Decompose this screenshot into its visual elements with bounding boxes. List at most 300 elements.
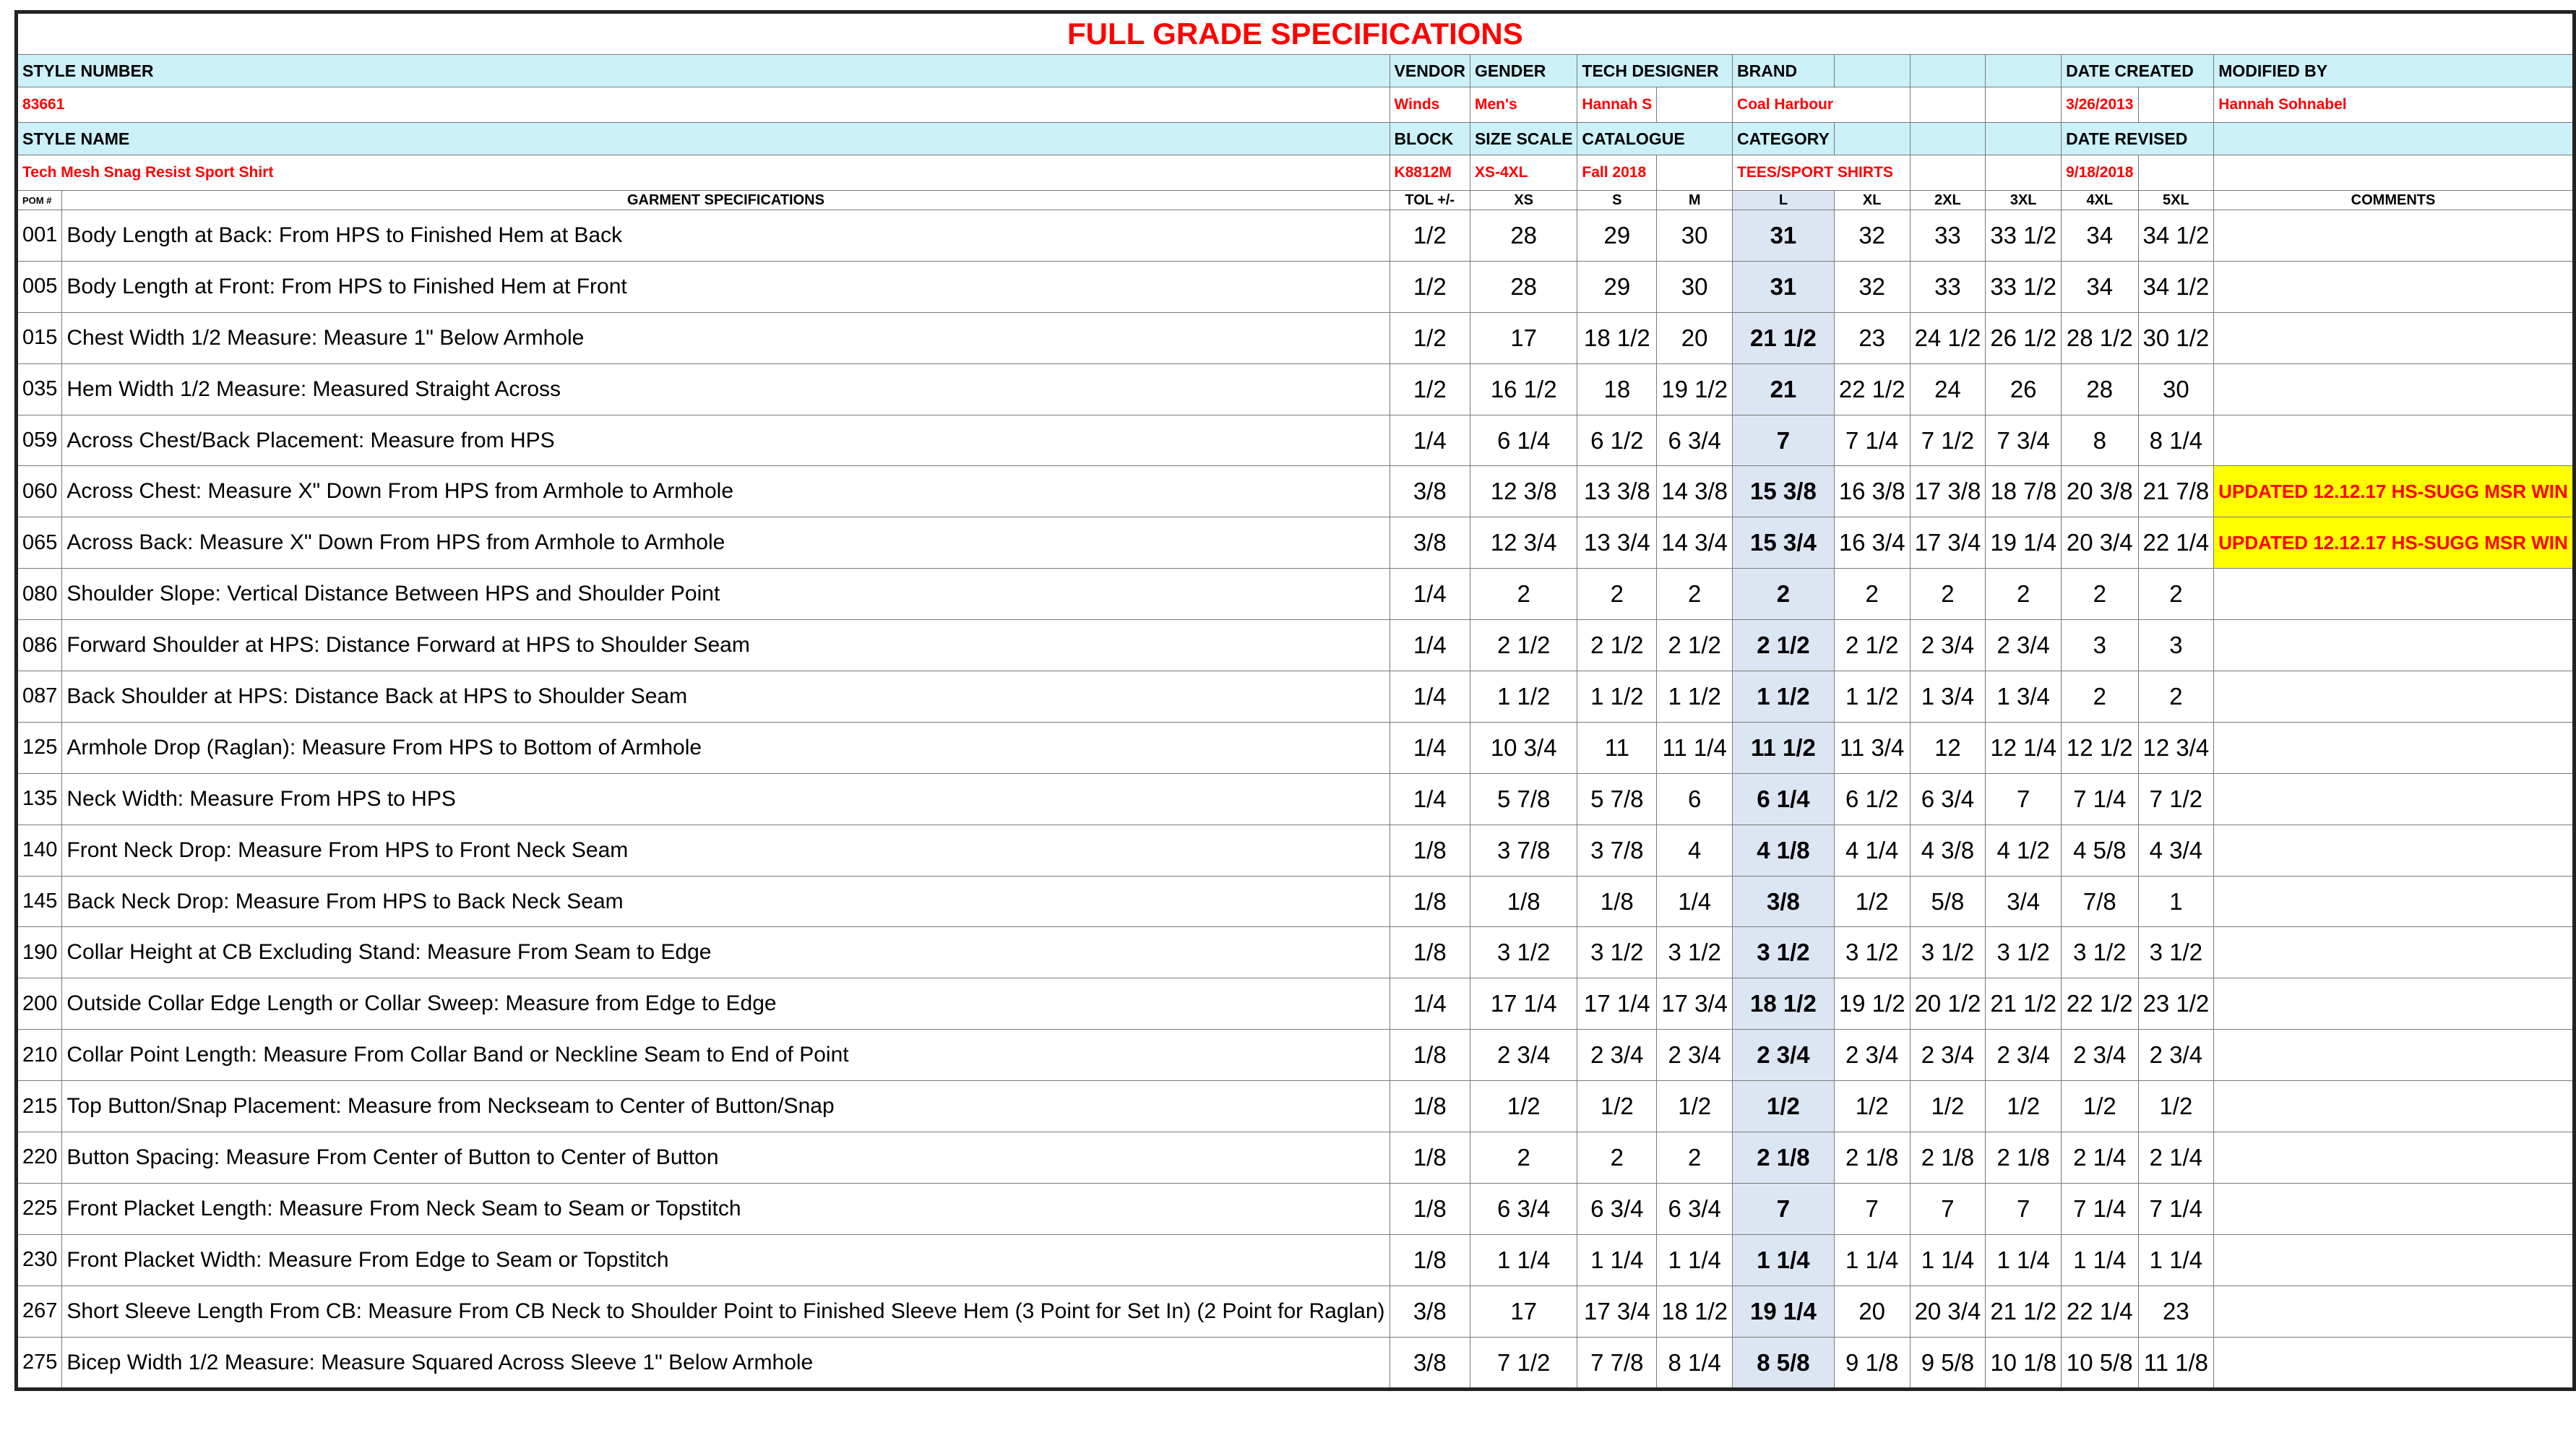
spec-description-cell[interactable]: Shoulder Slope: Vertical Distance Between HPS and Shoulder Point [62,569,1390,620]
size-value-cell[interactable]: 2 [2138,671,2214,723]
size-value-cell[interactable]: 5 7/8 [1577,773,1657,824]
size-value-cell[interactable]: 8 1/4 [2138,415,2214,466]
spec-description-cell[interactable]: Hem Width 1/2 Measure: Measured Straight Across [62,363,1390,415]
comment-cell[interactable] [2214,773,2575,824]
size-value-cell[interactable]: 2 1/2 [1657,620,1733,671]
size-value-cell[interactable]: 2 1/4 [2138,1132,2214,1184]
size-value-cell[interactable]: 28 [2062,363,2138,415]
size-value-cell[interactable]: 14 3/8 [1657,466,1733,517]
size-value-cell[interactable]: 22 1/2 [1834,363,1910,415]
size-value-cell[interactable]: 3 1/2 [2062,927,2138,978]
spec-description-cell[interactable]: Collar Height at CB Excluding Stand: Measure From Seam to Edge [62,927,1390,978]
size-value-cell[interactable]: 1 3/4 [1986,671,2062,723]
pom-number-cell[interactable]: 215 [17,1081,62,1132]
size-value-cell[interactable]: 2 1/4 [2062,1132,2138,1184]
tolerance-cell[interactable]: 1/4 [1390,978,1470,1030]
size-value-cell[interactable]: 18 1/2 [1577,312,1657,363]
size-value-cell[interactable]: 11 1/4 [1657,722,1733,773]
comment-cell[interactable] [2214,722,2575,773]
size-value-cell[interactable]: 6 3/4 [1470,1183,1577,1234]
size-value-cell[interactable]: 2 [1834,569,1910,620]
spec-description-cell[interactable]: Neck Width: Measure From HPS to HPS [62,773,1390,824]
pom-number-cell[interactable]: 060 [17,466,62,517]
category-value[interactable]: TEES/SPORT SHIRTS [1733,155,1911,191]
comment-cell[interactable]: UPDATED 12.12.17 HS-SUGG MSR WIN [2214,466,2575,517]
size-value-cell[interactable]: 1 1/4 [1657,1234,1733,1286]
size-value-cell[interactable]: 6 3/4 [1577,1183,1657,1234]
size-value-cell[interactable]: 34 1/2 [2138,261,2214,312]
size-value-cell[interactable]: 3 1/2 [1733,927,1835,978]
pom-number-cell[interactable]: 035 [17,363,62,415]
size-value-cell[interactable]: 21 1/2 [1986,1286,2062,1337]
comment-cell[interactable] [2214,620,2575,671]
size-value-cell[interactable]: 12 3/4 [1470,517,1577,569]
style-name-value[interactable]: Tech Mesh Snag Resist Sport Shirt [17,155,1390,191]
size-value-cell[interactable]: 6 1/4 [1733,773,1835,824]
size-value-cell[interactable]: 4 1/8 [1733,824,1835,876]
size-value-cell[interactable]: 2 [1470,1132,1577,1184]
size-value-cell[interactable]: 3/4 [1986,876,2062,927]
size-value-cell[interactable]: 4 3/8 [1910,824,1986,876]
spec-description-cell[interactable]: Short Sleeve Length From CB: Measure From CB Neck to Shoulder Point to Finished Sleeve Hem (3 Point for Set In) (2 Point for Raglan) [62,1286,1390,1337]
pom-number-cell[interactable]: 059 [17,415,62,466]
size-value-cell[interactable]: 30 [1657,210,1733,262]
empty-cell[interactable] [1657,155,1733,191]
size-value-cell[interactable]: 16 3/8 [1834,466,1910,517]
size-value-cell[interactable]: 33 [1910,210,1986,262]
pom-number-cell[interactable]: 145 [17,876,62,927]
size-value-cell[interactable]: 1 1/4 [1733,1234,1835,1286]
size-value-cell[interactable]: 2 1/2 [1470,620,1577,671]
comment-cell[interactable] [2214,978,2575,1030]
size-value-cell[interactable]: 1 1/2 [1470,671,1577,723]
size-value-cell[interactable]: 2 [2062,569,2138,620]
size-value-cell[interactable]: 32 [1834,210,1910,262]
date-created-value[interactable]: 3/26/2013 [2062,87,2138,123]
spec-description-cell[interactable]: Back Shoulder at HPS: Distance Back at HPS to Shoulder Seam [62,671,1390,723]
size-value-cell[interactable]: 34 1/2 [2138,210,2214,262]
size-value-cell[interactable]: 1 [2138,876,2214,927]
comment-cell[interactable] [2214,210,2575,262]
empty-cell[interactable] [2138,155,2214,191]
empty-cell[interactable] [1657,87,1733,123]
size-value-cell[interactable]: 19 1/2 [1657,363,1733,415]
size-value-cell[interactable]: 4 1/2 [1986,824,2062,876]
size-value-cell[interactable]: 9 1/8 [1834,1337,1910,1390]
size-value-cell[interactable]: 15 3/4 [1733,517,1835,569]
size-value-cell[interactable]: 32 [1834,261,1910,312]
tolerance-cell[interactable]: 1/2 [1390,363,1470,415]
size-value-cell[interactable]: 33 1/2 [1986,261,2062,312]
size-value-cell[interactable]: 7 1/2 [2138,773,2214,824]
size-value-cell[interactable]: 7 3/4 [1986,415,2062,466]
size-value-cell[interactable]: 21 7/8 [2138,466,2214,517]
pom-number-cell[interactable]: 001 [17,210,62,262]
size-value-cell[interactable]: 7/8 [2062,876,2138,927]
size-value-cell[interactable]: 12 3/8 [1470,466,1577,517]
size-value-cell[interactable]: 1/2 [1657,1081,1733,1132]
size-value-cell[interactable]: 20 3/8 [2062,466,2138,517]
size-value-cell[interactable]: 17 [1470,312,1577,363]
size-value-cell[interactable]: 13 3/8 [1577,466,1657,517]
spec-description-cell[interactable]: Across Chest: Measure X" Down From HPS from Armhole to Armhole [62,466,1390,517]
size-value-cell[interactable]: 2 1/8 [1910,1132,1986,1184]
size-value-cell[interactable]: 24 [1910,363,1986,415]
size-value-cell[interactable]: 18 7/8 [1986,466,2062,517]
tolerance-cell[interactable]: 3/8 [1390,517,1470,569]
tech-designer-value[interactable]: Hannah S [1577,87,1657,123]
size-value-cell[interactable]: 1 1/4 [1470,1234,1577,1286]
size-value-cell[interactable]: 1/8 [1470,876,1577,927]
size-value-cell[interactable]: 3 [2138,620,2214,671]
tolerance-cell[interactable]: 1/8 [1390,1081,1470,1132]
size-value-cell[interactable]: 1/2 [1834,876,1910,927]
size-value-cell[interactable]: 17 1/4 [1470,978,1577,1030]
pom-number-cell[interactable]: 087 [17,671,62,723]
size-value-cell[interactable]: 6 3/4 [1657,1183,1733,1234]
size-value-cell[interactable]: 34 [2062,261,2138,312]
comment-cell[interactable] [2214,1337,2575,1390]
size-value-cell[interactable]: 12 1/2 [2062,722,2138,773]
size-value-cell[interactable]: 2 3/4 [1986,620,2062,671]
size-value-cell[interactable]: 7 1/4 [1834,415,1910,466]
tolerance-cell[interactable]: 1/4 [1390,569,1470,620]
size-value-cell[interactable]: 1 1/2 [1657,671,1733,723]
size-value-cell[interactable]: 1/2 [2062,1081,2138,1132]
size-value-cell[interactable]: 19 1/4 [1733,1286,1835,1337]
size-value-cell[interactable]: 2 [1733,569,1835,620]
size-scale-value[interactable]: XS-4XL [1470,155,1577,191]
size-value-cell[interactable]: 3 [2062,620,2138,671]
comment-cell[interactable] [2214,1286,2575,1337]
comment-cell[interactable] [2214,671,2575,723]
size-value-cell[interactable]: 1/4 [1657,876,1733,927]
comment-cell[interactable] [2214,415,2575,466]
size-value-cell[interactable]: 3 1/2 [1470,927,1577,978]
size-value-cell[interactable]: 1 1/2 [1577,671,1657,723]
size-value-cell[interactable]: 31 [1733,210,1835,262]
size-value-cell[interactable]: 5/8 [1910,876,1986,927]
size-value-cell[interactable]: 33 [1910,261,1986,312]
size-value-cell[interactable]: 31 [1733,261,1835,312]
size-value-cell[interactable]: 8 1/4 [1657,1337,1733,1390]
size-value-cell[interactable]: 2 [1910,569,1986,620]
size-value-cell[interactable]: 11 [1577,722,1657,773]
size-value-cell[interactable]: 24 1/2 [1910,312,1986,363]
tolerance-cell[interactable]: 1/8 [1390,824,1470,876]
spec-description-cell[interactable]: Collar Point Length: Measure From Collar Band or Neckline Seam to End of Point [62,1030,1390,1081]
size-value-cell[interactable]: 1/2 [1733,1081,1835,1132]
spec-description-cell[interactable]: Front Neck Drop: Measure From HPS to Front Neck Seam [62,824,1390,876]
empty-cell[interactable] [1910,87,1986,123]
size-value-cell[interactable]: 21 1/2 [1986,978,2062,1030]
size-value-cell[interactable]: 4 5/8 [2062,824,2138,876]
size-value-cell[interactable]: 13 3/4 [1577,517,1657,569]
size-value-cell[interactable]: 28 [1470,210,1577,262]
size-value-cell[interactable]: 11 1/8 [2138,1337,2214,1390]
size-value-cell[interactable]: 10 5/8 [2062,1337,2138,1390]
size-value-cell[interactable]: 2 3/4 [1577,1030,1657,1081]
date-revised-value[interactable]: 9/18/2018 [2062,155,2138,191]
size-value-cell[interactable]: 26 [1986,363,2062,415]
tolerance-cell[interactable]: 1/4 [1390,620,1470,671]
size-value-cell[interactable]: 7 [1733,415,1835,466]
size-value-cell[interactable]: 14 3/4 [1657,517,1733,569]
size-value-cell[interactable]: 20 [1657,312,1733,363]
pom-number-cell[interactable]: 080 [17,569,62,620]
comment-cell[interactable] [2214,1183,2575,1234]
size-value-cell[interactable]: 30 [1657,261,1733,312]
size-value-cell[interactable]: 10 3/4 [1470,722,1577,773]
spec-description-cell[interactable]: Chest Width 1/2 Measure: Measure 1" Below Armhole [62,312,1390,363]
size-value-cell[interactable]: 2 [1577,1132,1657,1184]
size-value-cell[interactable]: 2 [1657,1132,1733,1184]
size-value-cell[interactable]: 4 3/4 [2138,824,2214,876]
tolerance-cell[interactable]: 1/8 [1390,1132,1470,1184]
size-value-cell[interactable]: 3 1/2 [1910,927,1986,978]
size-value-cell[interactable]: 7 [1834,1183,1910,1234]
comment-cell[interactable] [2214,824,2575,876]
size-value-cell[interactable]: 15 3/8 [1733,466,1835,517]
size-value-cell[interactable]: 3 1/2 [1657,927,1733,978]
size-value-cell[interactable]: 1 1/2 [1733,671,1835,723]
size-value-cell[interactable]: 1/2 [1986,1081,2062,1132]
size-value-cell[interactable]: 1/2 [1577,1081,1657,1132]
spec-description-cell[interactable]: Body Length at Front: From HPS to Finished Hem at Front [62,261,1390,312]
spec-description-cell[interactable]: Body Length at Back: From HPS to Finished Hem at Back [62,210,1390,262]
pom-number-cell[interactable]: 230 [17,1234,62,1286]
size-value-cell[interactable]: 6 1/4 [1470,415,1577,466]
size-value-cell[interactable]: 20 3/4 [1910,1286,1986,1337]
size-value-cell[interactable]: 2 [2062,671,2138,723]
tolerance-cell[interactable]: 1/8 [1390,1030,1470,1081]
spec-description-cell[interactable]: Armhole Drop (Raglan): Measure From HPS to Bottom of Armhole [62,722,1390,773]
size-value-cell[interactable]: 2 3/4 [1834,1030,1910,1081]
size-value-cell[interactable]: 10 1/8 [1986,1337,2062,1390]
size-value-cell[interactable]: 22 1/2 [2062,978,2138,1030]
size-value-cell[interactable]: 19 1/2 [1834,978,1910,1030]
size-value-cell[interactable]: 11 3/4 [1834,722,1910,773]
size-value-cell[interactable]: 16 3/4 [1834,517,1910,569]
spec-description-cell[interactable]: Across Chest/Back Placement: Measure from HPS [62,415,1390,466]
size-value-cell[interactable]: 1 1/2 [1834,671,1910,723]
size-value-cell[interactable]: 28 1/2 [2062,312,2138,363]
pom-number-cell[interactable]: 015 [17,312,62,363]
size-value-cell[interactable]: 1 1/4 [2062,1234,2138,1286]
size-value-cell[interactable]: 2 3/4 [2138,1030,2214,1081]
size-value-cell[interactable]: 17 [1470,1286,1577,1337]
size-value-cell[interactable]: 1 1/4 [2138,1234,2214,1286]
size-value-cell[interactable]: 1/2 [1910,1081,1986,1132]
pom-number-cell[interactable]: 275 [17,1337,62,1390]
size-value-cell[interactable]: 12 1/4 [1986,722,2062,773]
size-value-cell[interactable]: 33 1/2 [1986,210,2062,262]
size-value-cell[interactable]: 3 1/2 [1986,927,2062,978]
size-value-cell[interactable]: 7 [1986,773,2062,824]
empty-cell[interactable] [1910,155,1986,191]
tolerance-cell[interactable]: 1/8 [1390,927,1470,978]
empty-cell[interactable] [1986,87,2062,123]
comment-cell[interactable] [2214,1132,2575,1184]
spec-description-cell[interactable]: Front Placket Width: Measure From Edge to Seam or Topstitch [62,1234,1390,1286]
spec-description-cell[interactable]: Front Placket Length: Measure From Neck Seam to Seam or Topstitch [62,1183,1390,1234]
size-value-cell[interactable]: 2 3/4 [1733,1030,1835,1081]
pom-number-cell[interactable]: 190 [17,927,62,978]
size-value-cell[interactable]: 21 [1733,363,1835,415]
block-value[interactable]: K8812M [1390,155,1470,191]
modified-by-value[interactable]: Hannah Sohnabel [2214,87,2575,123]
size-value-cell[interactable]: 2 3/4 [1657,1030,1733,1081]
size-value-cell[interactable]: 1/2 [2138,1081,2214,1132]
size-value-cell[interactable]: 1/2 [1834,1081,1910,1132]
size-value-cell[interactable]: 3 7/8 [1470,824,1577,876]
comment-cell[interactable]: UPDATED 12.12.17 HS-SUGG MSR WIN [2214,517,2575,569]
size-value-cell[interactable]: 3/8 [1733,876,1835,927]
size-value-cell[interactable]: 2 3/4 [2062,1030,2138,1081]
size-value-cell[interactable]: 23 1/2 [2138,978,2214,1030]
size-value-cell[interactable]: 2 1/2 [1733,620,1835,671]
spec-description-cell[interactable]: Button Spacing: Measure From Center of Button to Center of Button [62,1132,1390,1184]
empty-cell[interactable] [2214,155,2575,191]
size-value-cell[interactable]: 4 1/4 [1834,824,1910,876]
tolerance-cell[interactable]: 1/8 [1390,1183,1470,1234]
size-value-cell[interactable]: 7 1/4 [2138,1183,2214,1234]
size-value-cell[interactable]: 7 [1910,1183,1986,1234]
size-value-cell[interactable]: 20 3/4 [2062,517,2138,569]
size-value-cell[interactable]: 29 [1577,261,1657,312]
tolerance-cell[interactable]: 3/8 [1390,1286,1470,1337]
size-value-cell[interactable]: 1 1/4 [1577,1234,1657,1286]
size-value-cell[interactable]: 20 [1834,1286,1910,1337]
size-value-cell[interactable]: 17 1/4 [1577,978,1657,1030]
size-value-cell[interactable]: 19 1/4 [1986,517,2062,569]
size-value-cell[interactable]: 7 [1986,1183,2062,1234]
vendor-value[interactable]: Winds [1390,87,1470,123]
size-value-cell[interactable]: 17 3/8 [1910,466,1986,517]
size-value-cell[interactable]: 20 1/2 [1910,978,1986,1030]
pom-number-cell[interactable]: 065 [17,517,62,569]
size-value-cell[interactable]: 7 1/2 [1470,1337,1577,1390]
tolerance-cell[interactable]: 3/8 [1390,466,1470,517]
size-value-cell[interactable]: 2 1/2 [1834,620,1910,671]
tolerance-cell[interactable]: 1/8 [1390,876,1470,927]
pom-number-cell[interactable]: 267 [17,1286,62,1337]
size-value-cell[interactable]: 7 1/2 [1910,415,1986,466]
size-value-cell[interactable]: 21 1/2 [1733,312,1835,363]
size-value-cell[interactable]: 2 3/4 [1910,620,1986,671]
size-value-cell[interactable]: 22 1/4 [2062,1286,2138,1337]
size-value-cell[interactable]: 12 [1910,722,1986,773]
size-value-cell[interactable]: 1 3/4 [1910,671,1986,723]
spec-description-cell[interactable]: Top Button/Snap Placement: Measure from Neckseam to Center of Button/Snap [62,1081,1390,1132]
size-value-cell[interactable]: 6 3/4 [1657,415,1733,466]
tolerance-cell[interactable]: 1/2 [1390,312,1470,363]
size-value-cell[interactable]: 6 [1657,773,1733,824]
size-value-cell[interactable]: 7 7/8 [1577,1337,1657,1390]
pom-number-cell[interactable]: 005 [17,261,62,312]
size-value-cell[interactable]: 3 1/2 [1834,927,1910,978]
pom-number-cell[interactable]: 086 [17,620,62,671]
size-value-cell[interactable]: 11 1/2 [1733,722,1835,773]
size-value-cell[interactable]: 8 5/8 [1733,1337,1835,1390]
brand-value[interactable]: Coal Harbour [1733,87,1911,123]
size-value-cell[interactable]: 1/2 [1470,1081,1577,1132]
size-value-cell[interactable]: 8 [2062,415,2138,466]
size-value-cell[interactable]: 2 [2138,569,2214,620]
size-value-cell[interactable]: 17 3/4 [1657,978,1733,1030]
size-value-cell[interactable]: 2 [1657,569,1733,620]
size-value-cell[interactable]: 3 7/8 [1577,824,1657,876]
size-value-cell[interactable]: 2 3/4 [1910,1030,1986,1081]
pom-number-cell[interactable]: 210 [17,1030,62,1081]
size-value-cell[interactable]: 30 1/2 [2138,312,2214,363]
tolerance-cell[interactable]: 3/8 [1390,1337,1470,1390]
comment-cell[interactable] [2214,876,2575,927]
size-value-cell[interactable]: 2 1/8 [1834,1132,1910,1184]
pom-number-cell[interactable]: 220 [17,1132,62,1184]
size-value-cell[interactable]: 9 5/8 [1910,1337,1986,1390]
tolerance-cell[interactable]: 1/4 [1390,722,1470,773]
comment-cell[interactable] [2214,363,2575,415]
size-value-cell[interactable]: 17 3/4 [1577,1286,1657,1337]
size-value-cell[interactable]: 30 [2138,363,2214,415]
tolerance-cell[interactable]: 1/8 [1390,1234,1470,1286]
comment-cell[interactable] [2214,261,2575,312]
size-value-cell[interactable]: 2 [1470,569,1577,620]
size-value-cell[interactable]: 1/8 [1577,876,1657,927]
tolerance-cell[interactable]: 1/4 [1390,415,1470,466]
comment-cell[interactable] [2214,1030,2575,1081]
size-value-cell[interactable]: 26 1/2 [1986,312,2062,363]
spec-description-cell[interactable]: Forward Shoulder at HPS: Distance Forward at HPS to Shoulder Seam [62,620,1390,671]
size-value-cell[interactable]: 2 [1986,569,2062,620]
tolerance-cell[interactable]: 1/2 [1390,210,1470,262]
size-value-cell[interactable]: 16 1/2 [1470,363,1577,415]
pom-number-cell[interactable]: 200 [17,978,62,1030]
size-value-cell[interactable]: 1 1/4 [1986,1234,2062,1286]
size-value-cell[interactable]: 17 3/4 [1910,517,1986,569]
pom-number-cell[interactable]: 135 [17,773,62,824]
size-value-cell[interactable]: 18 1/2 [1733,978,1835,1030]
comment-cell[interactable] [2214,927,2575,978]
size-value-cell[interactable]: 4 [1657,824,1733,876]
size-value-cell[interactable]: 7 [1733,1183,1835,1234]
size-value-cell[interactable]: 28 [1470,261,1577,312]
comment-cell[interactable] [2214,312,2575,363]
size-value-cell[interactable]: 6 1/2 [1577,415,1657,466]
spec-description-cell[interactable]: Outside Collar Edge Length or Collar Sweep: Measure from Edge to Edge [62,978,1390,1030]
gender-value[interactable]: Men's [1470,87,1577,123]
size-value-cell[interactable]: 3 1/2 [1577,927,1657,978]
comment-cell[interactable] [2214,1081,2575,1132]
spec-description-cell[interactable]: Across Back: Measure X" Down From HPS from Armhole to Armhole [62,517,1390,569]
pom-number-cell[interactable]: 225 [17,1183,62,1234]
tolerance-cell[interactable]: 1/2 [1390,261,1470,312]
size-value-cell[interactable]: 7 1/4 [2062,1183,2138,1234]
size-value-cell[interactable]: 23 [2138,1286,2214,1337]
size-value-cell[interactable]: 5 7/8 [1470,773,1577,824]
size-value-cell[interactable]: 2 3/4 [1470,1030,1577,1081]
size-value-cell[interactable]: 2 3/4 [1986,1030,2062,1081]
size-value-cell[interactable]: 23 [1834,312,1910,363]
style-number-value[interactable]: 83661 [17,87,1390,123]
size-value-cell[interactable]: 1 1/4 [1910,1234,1986,1286]
tolerance-cell[interactable]: 1/4 [1390,773,1470,824]
size-value-cell[interactable]: 29 [1577,210,1657,262]
size-value-cell[interactable]: 2 [1577,569,1657,620]
size-value-cell[interactable]: 6 1/2 [1834,773,1910,824]
size-value-cell[interactable]: 3 1/2 [2138,927,2214,978]
